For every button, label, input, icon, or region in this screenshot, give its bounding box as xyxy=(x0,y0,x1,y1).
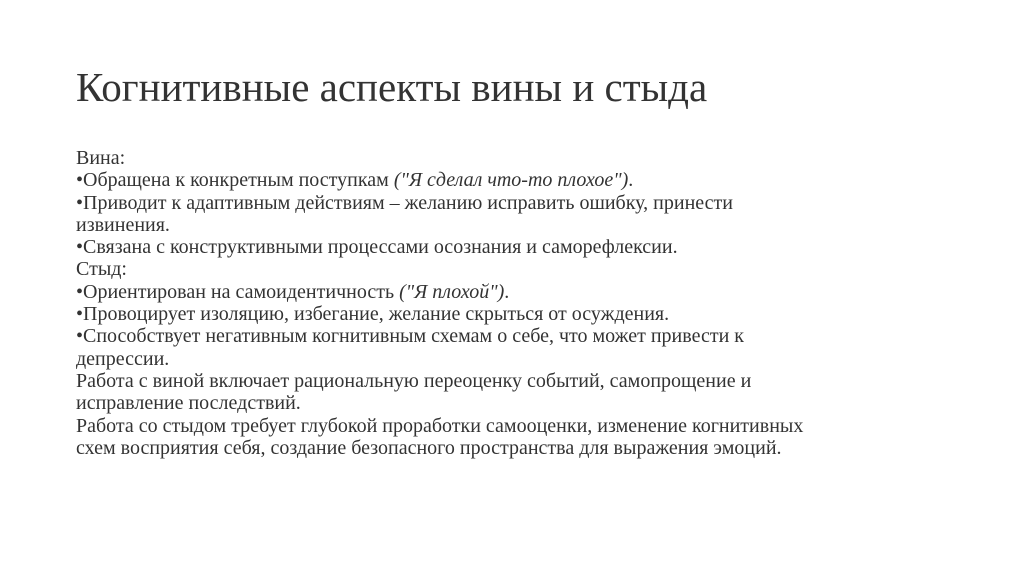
guilt-bullet-2-line-1: •Приводит к адаптивным действиям – желанию исправить ошибку, принести xyxy=(76,191,733,214)
shame-bullet-1-end: . xyxy=(504,280,510,303)
guilt-heading: Вина: xyxy=(76,147,126,169)
guilt-work-line-2: исправление последствий. xyxy=(76,392,301,415)
guilt-work-line-1: Работа с виной включает рациональную переоценку событий, самопрощение и xyxy=(76,369,752,392)
slide-title: Когнитивные аспекты вины и стыда xyxy=(76,64,708,110)
guilt-bullet-1 xyxy=(76,169,956,191)
shame-bullet-3-line-2: депрессии. xyxy=(76,347,170,370)
guilt-bullet-1-end: . xyxy=(628,169,634,192)
guilt-bullet-1-quote: ("Я сделал что-то плохое") xyxy=(393,169,629,192)
shame-bullet-1 xyxy=(76,281,956,303)
slide-body xyxy=(76,147,956,459)
shame-work-line-1: Работа со стыдом требует глубокой проработки самооценки, изменение когнитивных xyxy=(76,414,804,437)
guilt-bullet-3: •Связана с конструктивными процессами осознания и саморефлексии. xyxy=(76,236,678,259)
shame-heading: Стыд: xyxy=(76,258,127,281)
shame-bullet-1-quote: ("Я плохой") xyxy=(399,280,505,303)
guilt-bullet-1-text: •Обращена к конкретным поступкам xyxy=(76,169,394,192)
shame-bullet-3-line-1: •Способствует негативным когнитивным схемам о себе, что может привести к xyxy=(76,325,744,348)
guilt-bullet-2-line-2: извинения. xyxy=(76,213,170,236)
shame-work-line-2: схем восприятия себя, создание безопасного пространства для выражения эмоций. xyxy=(76,436,782,459)
shame-bullet-2: •Провоцирует изоляцию, избегание, желание скрыться от осуждения. xyxy=(76,303,670,326)
shame-bullet-1-text: •Ориентирован на самоидентичность xyxy=(76,280,400,303)
